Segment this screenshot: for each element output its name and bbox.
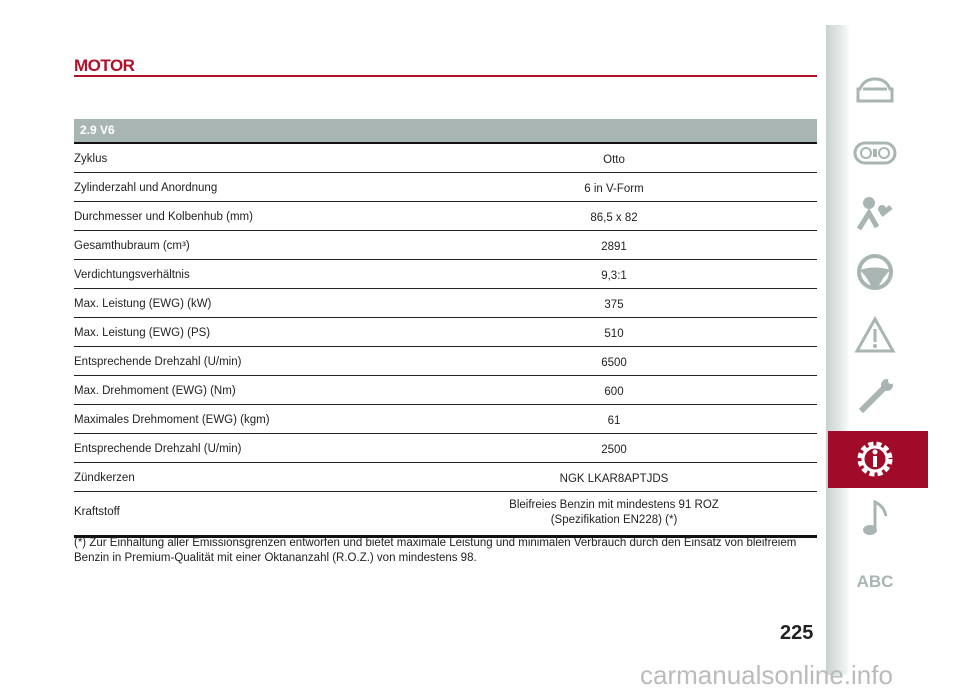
row-value: 6 in V-Form: [584, 183, 644, 195]
table-row: [74, 260, 817, 289]
row-value: 9,3:1: [601, 270, 627, 282]
warning-triangle-icon[interactable]: [850, 315, 900, 355]
table-row-fuel: [74, 492, 817, 538]
title-rule: [74, 75, 817, 77]
row-label: Zyklus: [74, 153, 108, 165]
watermark: carmanualsonline.info: [640, 660, 893, 690]
wrench-icon[interactable]: [850, 377, 900, 417]
table-row: [74, 202, 817, 231]
table-row: [74, 144, 817, 173]
row-value: [464, 498, 764, 528]
row-value: NGK LKAR8APTJDS: [559, 473, 669, 485]
car-icon[interactable]: [850, 70, 900, 110]
table-row: [74, 231, 817, 260]
table-row: [74, 173, 817, 202]
row-label: Verdichtungsverhältnis: [74, 269, 190, 281]
table-row: [74, 289, 817, 318]
fuel-value-line1: Bleifreies Benzin mit mindestens 91 ROZ: [509, 499, 719, 511]
table-header: 2.9 V6: [74, 119, 817, 144]
index-abc-icon[interactable]: ABC: [856, 572, 894, 591]
row-label: Max. Leistung (EWG) (kW): [74, 298, 212, 310]
dashboard-icon[interactable]: [850, 133, 900, 173]
footnote: (*) Zur Einhaltung aller Emissionsgrenzen entworfen und bietet maximale Leistung und minimalen Verbrauch durch den Einsatz von bleifreiem Benzin in Premium-Qualität mit einer Oktananzahl (R.O.Z.) von mindestens 98.: [74, 537, 797, 564]
section-title: MOTOR: [74, 56, 135, 75]
engine-spec-table: [74, 119, 817, 538]
music-note-icon[interactable]: [850, 498, 900, 538]
row-label: Max. Leistung (EWG) (PS): [74, 327, 211, 339]
row-label: Max. Drehmoment (EWG) (Nm): [74, 385, 236, 397]
airbag-seat-icon[interactable]: [850, 193, 900, 233]
row-value: 600: [604, 386, 624, 398]
gear-info-icon[interactable]: [850, 439, 900, 479]
table-row: [74, 347, 817, 376]
row-label: Zylinderzahl und Anordnung: [74, 182, 218, 194]
row-value: 86,5 x 82: [590, 212, 638, 224]
steering-wheel-icon[interactable]: [850, 252, 900, 292]
row-label: Durchmesser und Kolbenhub (mm): [74, 211, 253, 223]
table-row: [74, 318, 817, 347]
row-label: Gesamthubraum (cm³): [74, 240, 190, 252]
table-row: [74, 434, 817, 463]
row-value: 375: [604, 299, 624, 311]
table-row: [74, 405, 817, 434]
row-value: Otto: [603, 154, 625, 166]
row-value: 510: [604, 328, 624, 340]
row-value: 61: [607, 415, 621, 427]
table-row: [74, 376, 817, 405]
row-value: 2500: [601, 444, 627, 456]
row-label: Entsprechende Drehzahl (U/min): [74, 443, 242, 455]
sidebar-strip: [826, 25, 850, 675]
row-value: 2891: [601, 241, 627, 253]
row-label: Zündkerzen: [74, 472, 135, 484]
row-label: Maximales Drehmoment (EWG) (kgm): [74, 414, 270, 426]
page-number: 225: [780, 622, 814, 644]
row-label: Entsprechende Drehzahl (U/min): [74, 356, 242, 368]
fuel-value-line2: (Spezifikation EN228) (*): [550, 514, 678, 526]
row-label: Kraftstoff: [74, 506, 120, 518]
row-value: 6500: [601, 357, 627, 369]
table-row: [74, 463, 817, 492]
